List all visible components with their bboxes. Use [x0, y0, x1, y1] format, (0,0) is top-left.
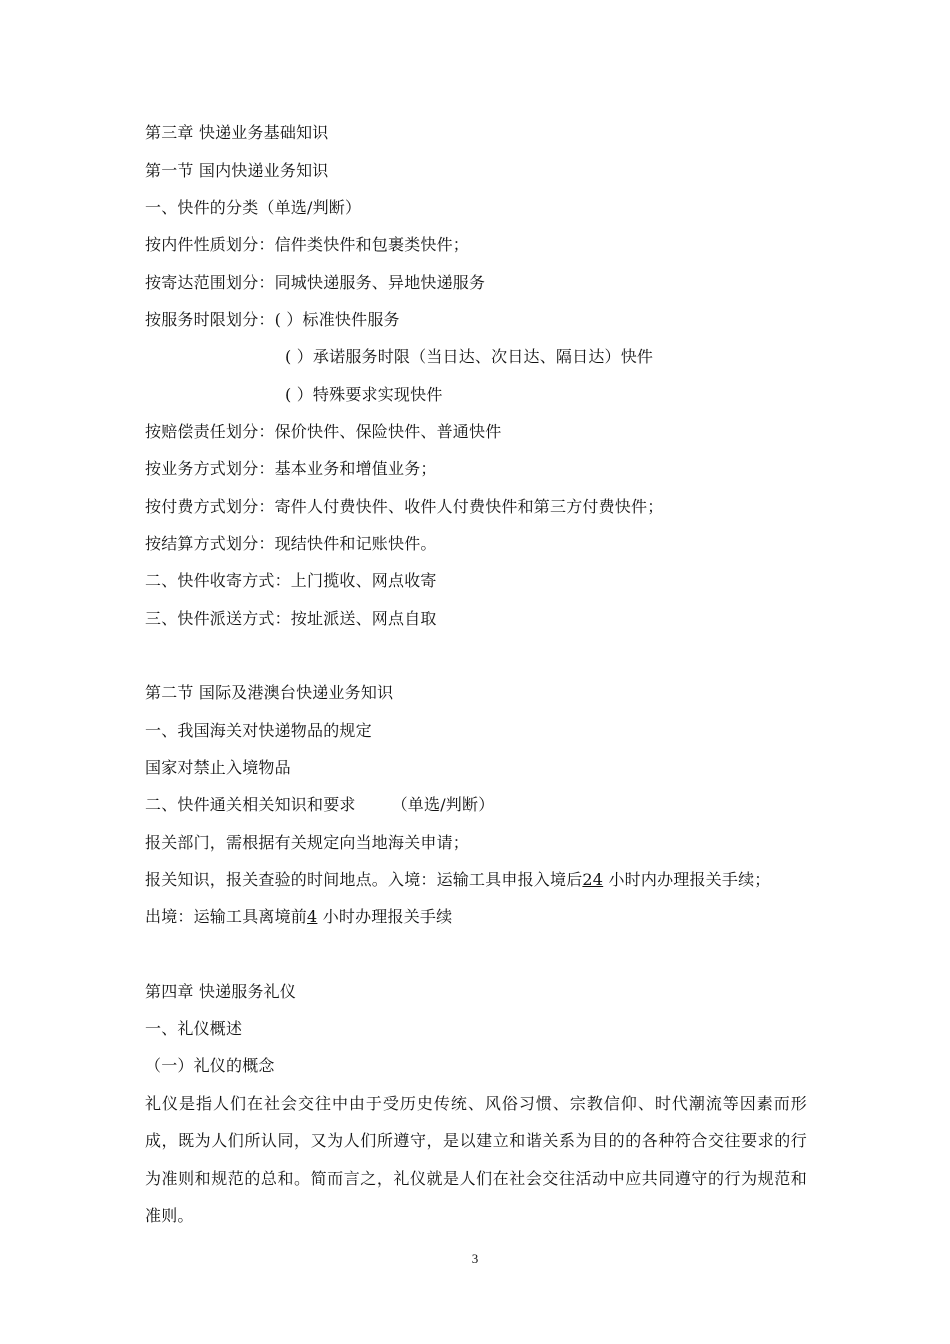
text-line: 按寄达范围划分：同城快递服务、异地快递服务 — [145, 273, 486, 292]
text-line-indented: ( ）特殊要求实现快件 — [285, 385, 443, 404]
heading-classification: 一、快件的分类（单选/判断） — [145, 198, 362, 217]
text-line: 按赔偿责任划分：保价快件、保险快件、普通快件 — [145, 422, 502, 441]
text-segment: 小时办理报关手续 — [322, 907, 453, 926]
text-line: 按付费方式划分：寄件人付费快件、收件人付费快件和第三方付费快件； — [145, 497, 664, 516]
text-line: 国家对禁止入境物品 — [145, 758, 291, 777]
page-number: 3 — [471, 1251, 479, 1266]
heading-customs-clearance — [145, 795, 494, 815]
chapter-3-title: 第三章 快递业务基础知识 — [145, 123, 329, 142]
section-2-title: 第二节 国际及港澳台快递业务知识 — [145, 683, 394, 702]
heading-text: 二、快件通关相关知识和要求 — [145, 795, 356, 814]
heading-collection: 二、快件收寄方式：上门揽收、网点收寄 — [145, 571, 437, 590]
text-segment: 小时内办理报关手续； — [608, 870, 771, 889]
etiquette-paragraph: 礼仪是指人们在社会交往中由于受历史传统、风俗习惯、宗教信仰、时代潮流等因素而形成，既为人们所认同，又为人们所遵守，是以建立和谐关系为目的的各种符合交往要求的行为准则和规范的总和。简而言之，礼仪就是人们在社会交往活动中应共同遵守的行为规范和准则。 — [145, 1094, 807, 1225]
heading-customs-rules: 一、我国海关对快递物品的规定 — [145, 721, 372, 740]
question-type-tag: （单选/判断） — [391, 795, 495, 814]
text-line: 按业务方式划分：基本业务和增值业务； — [145, 459, 437, 478]
text-segment: 出境：运输工具离境前 — [145, 907, 308, 926]
text-line: 按内件性质划分：信件类快件和包裹类快件； — [145, 235, 470, 254]
heading-delivery: 三、快件派送方式：按址派送、网点自取 — [145, 609, 437, 628]
text-line: 按服务时限划分：( ）标准快件服务 — [145, 310, 400, 329]
text-line — [145, 907, 452, 927]
chapter-4-title: 第四章 快递服务礼仪 — [145, 982, 297, 1001]
heading-etiquette-overview: 一、礼仪概述 — [145, 1019, 243, 1038]
underlined-number: 4 — [307, 907, 318, 926]
text-line: 按结算方式划分：现结快件和记账快件。 — [145, 534, 437, 553]
text-line-indented: ( ）承诺服务时限（当日达、次日达、隔日达）快件 — [285, 347, 654, 366]
text-line — [145, 870, 770, 890]
text-segment: 报关知识，报关查验的时间地点。入境：运输工具申报入境后 — [145, 870, 583, 889]
subheading-etiquette-concept: （一）礼仪的概念 — [145, 1056, 275, 1075]
text-line: 报关部门，需根据有关规定向当地海关申请； — [145, 833, 470, 852]
section-1-title: 第一节 国内快递业务知识 — [145, 161, 329, 180]
underlined-number: 24 — [582, 870, 604, 889]
